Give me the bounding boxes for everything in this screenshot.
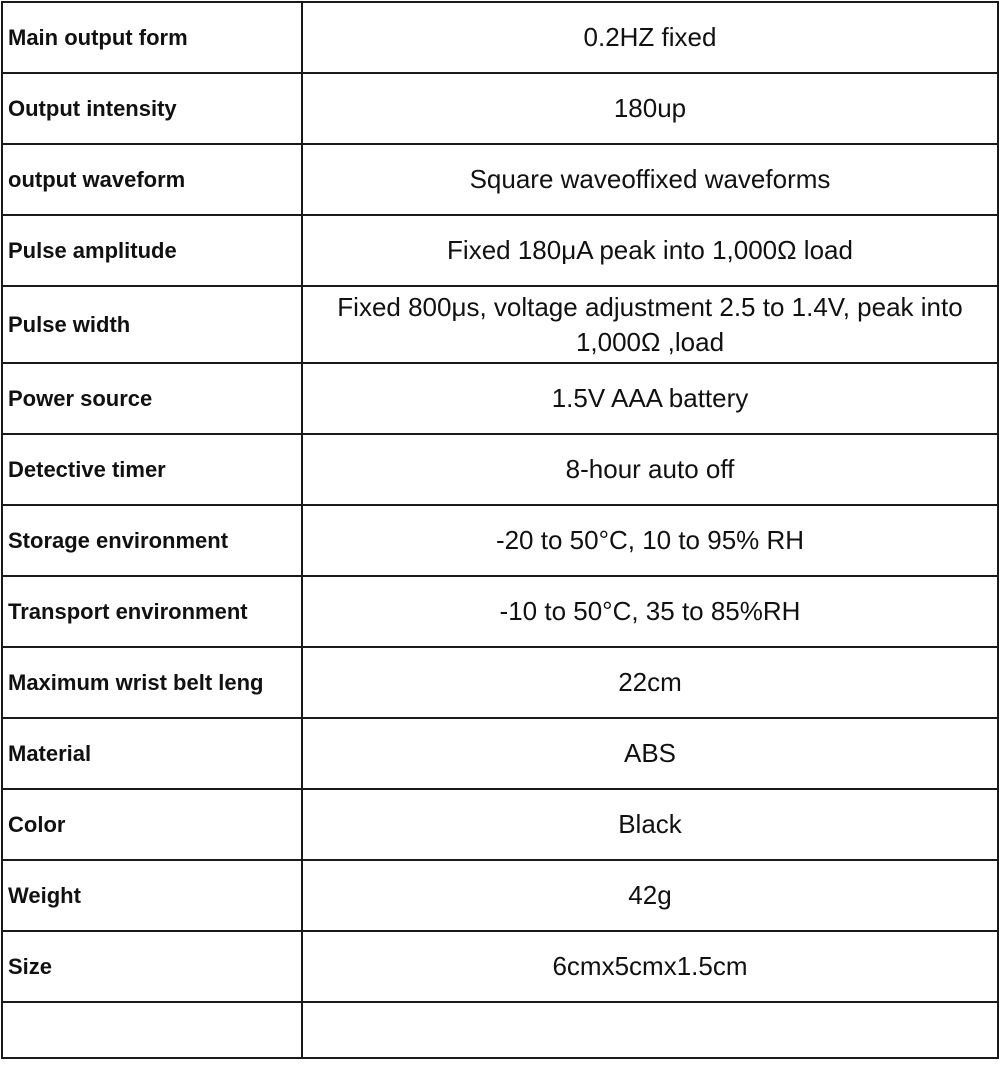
- spec-value: 8-hour auto off: [302, 434, 998, 505]
- spec-value: Fixed 180μA peak into 1,000Ω load: [302, 215, 998, 286]
- empty-value-cell: [302, 1002, 998, 1058]
- table-row: [2, 434, 998, 505]
- spec-label: Pulse width: [2, 286, 302, 363]
- spec-value: -20 to 50°C, 10 to 95% RH: [302, 505, 998, 576]
- table-row: [2, 860, 998, 931]
- table-row: [2, 286, 998, 363]
- spec-label: Power source: [2, 363, 302, 434]
- spec-label: Output intensity: [2, 73, 302, 144]
- spec-label: output waveform: [2, 144, 302, 215]
- spec-label: Material: [2, 718, 302, 789]
- empty-row: [2, 1002, 998, 1058]
- table-row: [2, 789, 998, 860]
- spec-value: 1.5V AAA battery: [302, 363, 998, 434]
- spec-label: Main output form: [2, 2, 302, 73]
- table-row: [2, 363, 998, 434]
- spec-value: 0.2HZ fixed: [302, 2, 998, 73]
- spec-value: 42g: [302, 860, 998, 931]
- table-row: [2, 2, 998, 73]
- spec-value: Square waveoffixed waveforms: [302, 144, 998, 215]
- spec-value: Black: [302, 789, 998, 860]
- empty-label-cell: [2, 1002, 302, 1058]
- spec-value: Fixed 800μs, voltage adjustment 2.5 to 1.4V, peak into 1,000Ω ,load: [302, 286, 998, 363]
- spec-label: Pulse amplitude: [2, 215, 302, 286]
- spec-label: Maximum wrist belt leng: [2, 647, 302, 718]
- table-row: [2, 647, 998, 718]
- table-row: [2, 931, 998, 1002]
- spec-label: Color: [2, 789, 302, 860]
- spec-table: [1, 1, 999, 1059]
- table-row: [2, 718, 998, 789]
- table-row: [2, 144, 998, 215]
- table-row: [2, 73, 998, 144]
- table-row: [2, 576, 998, 647]
- spec-label: Transport environment: [2, 576, 302, 647]
- spec-label: Size: [2, 931, 302, 1002]
- table-row: [2, 505, 998, 576]
- spec-label: Detective timer: [2, 434, 302, 505]
- spec-value: 180up: [302, 73, 998, 144]
- spec-value: 22cm: [302, 647, 998, 718]
- spec-value: -10 to 50°C, 35 to 85%RH: [302, 576, 998, 647]
- spec-value: ABS: [302, 718, 998, 789]
- spec-label: Weight: [2, 860, 302, 931]
- spec-label: Storage environment: [2, 505, 302, 576]
- spec-value: 6cmx5cmx1.5cm: [302, 931, 998, 1002]
- table-row: [2, 215, 998, 286]
